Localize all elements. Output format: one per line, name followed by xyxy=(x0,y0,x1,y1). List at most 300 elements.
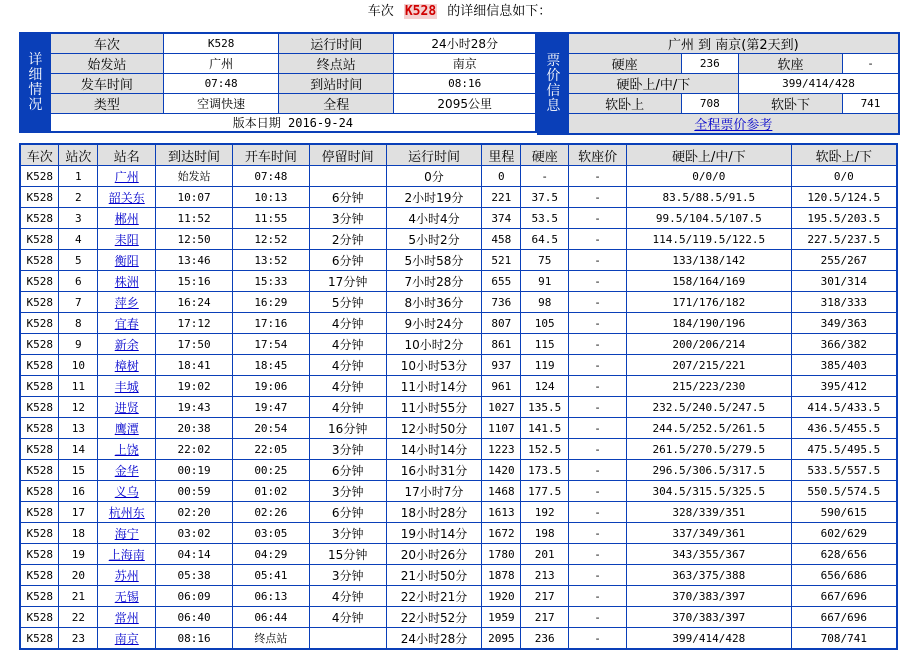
cell-arrive: 11:52 xyxy=(156,208,233,229)
value-arrive-time: 08:16 xyxy=(394,74,536,94)
cell-train: K528 xyxy=(20,565,59,586)
cell-station xyxy=(98,208,156,229)
label-soft-seat: 软座 xyxy=(739,54,843,74)
value-hard-sleeper: 399/414/428 xyxy=(739,74,899,94)
cell-stop-no: 20 xyxy=(59,565,98,586)
cell-run-time: 5小时58分 xyxy=(386,250,482,271)
cell-run-time: 5小时2分 xyxy=(386,229,482,250)
cell-depart: 终点站 xyxy=(232,628,309,650)
cell-arrive: 17:50 xyxy=(156,334,233,355)
table-row xyxy=(20,418,897,439)
cell-run-time: 8小时36分 xyxy=(386,292,482,313)
cell-depart: 03:05 xyxy=(232,523,309,544)
station-link[interactable]: 衡阳 xyxy=(114,253,139,268)
cell-distance: 458 xyxy=(482,229,521,250)
station-link[interactable]: 鹰潭 xyxy=(114,421,139,436)
cell-depart: 10:13 xyxy=(232,187,309,208)
cell-arrive: 00:19 xyxy=(156,460,233,481)
cell-hard-seat: 192 xyxy=(521,502,569,523)
cell-station xyxy=(98,586,156,607)
cell-stay: 15分钟 xyxy=(309,544,386,565)
cell-soft-seat: - xyxy=(569,166,627,187)
header-hard-seat: 硬座 xyxy=(521,144,569,166)
cell-hard-sleeper: 343/355/367 xyxy=(627,544,792,565)
cell-train: K528 xyxy=(20,628,59,650)
cell-arrive: 00:59 xyxy=(156,481,233,502)
cell-depart: 11:55 xyxy=(232,208,309,229)
cell-arrive: 13:46 xyxy=(156,250,233,271)
cell-hard-sleeper: 261.5/270.5/279.5 xyxy=(627,439,792,460)
title-prefix: 车次 xyxy=(367,4,394,19)
station-link[interactable]: 常州 xyxy=(114,610,139,625)
cell-station xyxy=(98,628,156,650)
cell-soft-sleeper: 533.5/557.5 xyxy=(791,460,897,481)
station-link[interactable]: 萍乡 xyxy=(114,295,139,310)
cell-distance: 861 xyxy=(482,334,521,355)
station-link[interactable]: 广州 xyxy=(114,169,139,184)
header-soft-seat: 软座价 xyxy=(569,144,627,166)
cell-arrive: 始发站 xyxy=(156,166,233,187)
label-depart-time: 发车时间 xyxy=(50,74,163,94)
cell-train: K528 xyxy=(20,544,59,565)
station-link[interactable]: 宜春 xyxy=(114,316,139,331)
cell-station xyxy=(98,460,156,481)
cell-hard-sleeper: 99.5/104.5/107.5 xyxy=(627,208,792,229)
cell-soft-seat: - xyxy=(569,250,627,271)
cell-stop-no: 11 xyxy=(59,376,98,397)
cell-station xyxy=(98,376,156,397)
table-row xyxy=(20,397,897,418)
table-row xyxy=(20,502,897,523)
cell-distance: 1223 xyxy=(482,439,521,460)
cell-hard-sleeper: 370/383/397 xyxy=(627,607,792,628)
cell-soft-seat: - xyxy=(569,544,627,565)
cell-stop-no: 23 xyxy=(59,628,98,650)
cell-soft-sleeper: 475.5/495.5 xyxy=(791,439,897,460)
cell-hard-seat: 91 xyxy=(521,271,569,292)
cell-soft-sleeper: 366/382 xyxy=(791,334,897,355)
station-link[interactable]: 上海南 xyxy=(108,547,145,562)
cell-arrive: 05:38 xyxy=(156,565,233,586)
cell-train: K528 xyxy=(20,418,59,439)
cell-depart: 12:52 xyxy=(232,229,309,250)
cell-soft-seat: - xyxy=(569,397,627,418)
table-row xyxy=(20,439,897,460)
cell-station xyxy=(98,292,156,313)
cell-station xyxy=(98,502,156,523)
cell-stop-no: 2 xyxy=(59,187,98,208)
cell-stop-no: 16 xyxy=(59,481,98,502)
cell-hard-seat: 217 xyxy=(521,607,569,628)
cell-distance: 521 xyxy=(482,250,521,271)
header-depart: 开车时间 xyxy=(232,144,309,166)
cell-hard-sleeper: 304.5/315.5/325.5 xyxy=(627,481,792,502)
table-row xyxy=(20,271,897,292)
cell-train: K528 xyxy=(20,397,59,418)
cell-stay: 17分钟 xyxy=(309,271,386,292)
cell-hard-seat: 236 xyxy=(521,628,569,650)
cell-depart: 19:47 xyxy=(232,397,309,418)
cell-distance: 1613 xyxy=(482,502,521,523)
cell-stop-no: 19 xyxy=(59,544,98,565)
cell-stay xyxy=(309,166,386,187)
cell-distance: 2095 xyxy=(482,628,521,650)
cell-depart: 15:33 xyxy=(232,271,309,292)
label-type: 类型 xyxy=(50,94,163,114)
station-link[interactable]: 新余 xyxy=(114,337,139,352)
cell-train: K528 xyxy=(20,208,59,229)
cell-soft-seat: - xyxy=(569,481,627,502)
cell-stay: 4分钟 xyxy=(309,334,386,355)
cell-train: K528 xyxy=(20,355,59,376)
cell-distance: 961 xyxy=(482,376,521,397)
value-soft-upper: 708 xyxy=(681,94,738,114)
cell-depart: 01:02 xyxy=(232,481,309,502)
cell-soft-seat: - xyxy=(569,334,627,355)
cell-soft-seat: - xyxy=(569,313,627,334)
full-price-reference-cell xyxy=(568,114,899,135)
cell-station xyxy=(98,355,156,376)
cell-run-time: 22小时52分 xyxy=(386,607,482,628)
cell-depart: 04:29 xyxy=(232,544,309,565)
cell-distance: 807 xyxy=(482,313,521,334)
value-soft-seat: - xyxy=(843,54,899,74)
cell-soft-sleeper: 667/696 xyxy=(791,607,897,628)
cell-hard-sleeper: 370/383/397 xyxy=(627,586,792,607)
cell-stop-no: 12 xyxy=(59,397,98,418)
cell-soft-sleeper: 436.5/455.5 xyxy=(791,418,897,439)
cell-stay: 16分钟 xyxy=(309,418,386,439)
cell-run-time: 11小时14分 xyxy=(386,376,482,397)
cell-distance: 221 xyxy=(482,187,521,208)
cell-soft-sleeper: 656/686 xyxy=(791,565,897,586)
header-soft-sleeper: 软卧上/下 xyxy=(791,144,897,166)
table-row xyxy=(20,628,897,650)
cell-train: K528 xyxy=(20,481,59,502)
stops-table xyxy=(19,143,898,650)
station-link[interactable]: 海宁 xyxy=(114,526,139,541)
cell-distance: 1107 xyxy=(482,418,521,439)
cell-hard-seat: 173.5 xyxy=(521,460,569,481)
table-row xyxy=(20,208,897,229)
cell-station xyxy=(98,229,156,250)
cell-stop-no: 1 xyxy=(59,166,98,187)
cell-distance: 1672 xyxy=(482,523,521,544)
cell-soft-sleeper: 602/629 xyxy=(791,523,897,544)
cell-station xyxy=(98,439,156,460)
station-link[interactable]: 金华 xyxy=(114,463,139,478)
cell-hard-seat: 141.5 xyxy=(521,418,569,439)
label-origin: 始发站 xyxy=(50,54,163,74)
cell-station xyxy=(98,481,156,502)
stops-body xyxy=(20,166,897,650)
cell-stop-no: 5 xyxy=(59,250,98,271)
cell-stop-no: 17 xyxy=(59,502,98,523)
cell-run-time: 16小时31分 xyxy=(386,460,482,481)
cell-hard-sleeper: 158/164/169 xyxy=(627,271,792,292)
cell-train: K528 xyxy=(20,187,59,208)
cell-station xyxy=(98,313,156,334)
cell-run-time: 12小时50分 xyxy=(386,418,482,439)
cell-stay: 2分钟 xyxy=(309,229,386,250)
cell-depart: 19:06 xyxy=(232,376,309,397)
cell-run-time: 22小时21分 xyxy=(386,586,482,607)
cell-hard-sleeper: 184/190/196 xyxy=(627,313,792,334)
value-run-time: 24小时28分 xyxy=(394,33,536,54)
cell-run-time: 7小时28分 xyxy=(386,271,482,292)
cell-arrive: 19:02 xyxy=(156,376,233,397)
cell-arrive: 06:40 xyxy=(156,607,233,628)
header-arrive: 到达时间 xyxy=(156,144,233,166)
cell-distance: 1780 xyxy=(482,544,521,565)
cell-station xyxy=(98,607,156,628)
cell-train: K528 xyxy=(20,607,59,628)
value-origin: 广州 xyxy=(164,54,279,74)
station-link[interactable]: 上饶 xyxy=(114,442,139,457)
station-link[interactable]: 韶关东 xyxy=(108,190,145,205)
full-price-reference-link[interactable]: 全程票价参考 xyxy=(694,118,773,133)
table-row xyxy=(20,292,897,313)
cell-soft-sleeper: 590/615 xyxy=(791,502,897,523)
table-row xyxy=(20,250,897,271)
value-type: 空调快速 xyxy=(164,94,279,114)
cell-station xyxy=(98,334,156,355)
cell-train: K528 xyxy=(20,166,59,187)
table-row xyxy=(20,187,897,208)
cell-run-time: 4小时4分 xyxy=(386,208,482,229)
label-terminus: 终点站 xyxy=(279,54,394,74)
table-row xyxy=(20,376,897,397)
cell-arrive: 20:38 xyxy=(156,418,233,439)
cell-arrive: 19:43 xyxy=(156,397,233,418)
table-row xyxy=(20,586,897,607)
station-link[interactable]: 杭州东 xyxy=(108,505,145,520)
header-station: 站名 xyxy=(98,144,156,166)
cell-stay: 3分钟 xyxy=(309,523,386,544)
cell-train: K528 xyxy=(20,502,59,523)
cell-train: K528 xyxy=(20,460,59,481)
label-run-time: 运行时间 xyxy=(279,33,394,54)
value-soft-lower: 741 xyxy=(843,94,899,114)
cell-hard-seat: - xyxy=(521,166,569,187)
cell-soft-seat: - xyxy=(569,439,627,460)
cell-hard-sleeper: 114.5/119.5/122.5 xyxy=(627,229,792,250)
cell-soft-sleeper: 318/333 xyxy=(791,292,897,313)
cell-stay: 3分钟 xyxy=(309,481,386,502)
cell-stay: 4分钟 xyxy=(309,607,386,628)
cell-distance: 1959 xyxy=(482,607,521,628)
cell-arrive: 08:16 xyxy=(156,628,233,650)
cell-hard-seat: 177.5 xyxy=(521,481,569,502)
cell-run-time: 10小时53分 xyxy=(386,355,482,376)
train-detail-table xyxy=(19,32,537,133)
cell-arrive: 03:02 xyxy=(156,523,233,544)
cell-hard-sleeper: 232.5/240.5/247.5 xyxy=(627,397,792,418)
cell-train: K528 xyxy=(20,313,59,334)
cell-soft-seat: - xyxy=(569,628,627,650)
cell-hard-sleeper: 337/349/361 xyxy=(627,523,792,544)
cell-soft-seat: - xyxy=(569,523,627,544)
cell-soft-sleeper: 550.5/574.5 xyxy=(791,481,897,502)
cell-depart: 06:44 xyxy=(232,607,309,628)
cell-distance: 374 xyxy=(482,208,521,229)
header-run-time: 运行时间 xyxy=(386,144,482,166)
price-side-label: 票 价 信 息 xyxy=(538,33,568,134)
station-link[interactable]: 丰城 xyxy=(114,379,139,394)
cell-soft-seat: - xyxy=(569,229,627,250)
cell-distance: 0 xyxy=(482,166,521,187)
version-date: 版本日期 2016-9-24 xyxy=(50,114,536,133)
cell-soft-sleeper: 628/656 xyxy=(791,544,897,565)
cell-hard-sleeper: 399/414/428 xyxy=(627,628,792,650)
cell-soft-seat: - xyxy=(569,565,627,586)
cell-stop-no: 10 xyxy=(59,355,98,376)
cell-depart: 02:26 xyxy=(232,502,309,523)
cell-depart: 17:16 xyxy=(232,313,309,334)
cell-soft-sleeper: 0/0 xyxy=(791,166,897,187)
cell-run-time: 2小时19分 xyxy=(386,187,482,208)
cell-arrive: 18:41 xyxy=(156,355,233,376)
cell-distance: 1027 xyxy=(482,397,521,418)
cell-soft-seat: - xyxy=(569,292,627,313)
cell-stay: 6分钟 xyxy=(309,502,386,523)
cell-train: K528 xyxy=(20,439,59,460)
cell-hard-seat: 105 xyxy=(521,313,569,334)
label-train-number: 车次 xyxy=(50,33,163,54)
cell-stay: 4分钟 xyxy=(309,313,386,334)
cell-stop-no: 3 xyxy=(59,208,98,229)
cell-hard-seat: 152.5 xyxy=(521,439,569,460)
cell-arrive: 12:50 xyxy=(156,229,233,250)
cell-hard-seat: 201 xyxy=(521,544,569,565)
cell-soft-seat: - xyxy=(569,271,627,292)
cell-soft-seat: - xyxy=(569,376,627,397)
station-link[interactable]: 进贤 xyxy=(114,400,139,415)
station-link[interactable]: 耒阳 xyxy=(114,232,139,247)
label-distance: 全程 xyxy=(279,94,394,114)
cell-station xyxy=(98,565,156,586)
header-hard-sleeper: 硬卧上/中/下 xyxy=(627,144,792,166)
cell-hard-sleeper: 215/223/230 xyxy=(627,376,792,397)
cell-distance: 1878 xyxy=(482,565,521,586)
cell-run-time: 11小时55分 xyxy=(386,397,482,418)
station-link[interactable]: 义乌 xyxy=(114,484,139,499)
station-link[interactable]: 株洲 xyxy=(114,274,139,289)
cell-stay: 3分钟 xyxy=(309,208,386,229)
cell-train: K528 xyxy=(20,229,59,250)
stops-header-row xyxy=(20,144,897,166)
cell-station xyxy=(98,544,156,565)
cell-stop-no: 6 xyxy=(59,271,98,292)
cell-run-time: 21小时50分 xyxy=(386,565,482,586)
cell-train: K528 xyxy=(20,334,59,355)
cell-hard-seat: 115 xyxy=(521,334,569,355)
cell-soft-sleeper: 255/267 xyxy=(791,250,897,271)
cell-soft-seat: - xyxy=(569,187,627,208)
station-link[interactable]: 南京 xyxy=(114,631,139,646)
cell-run-time: 14小时14分 xyxy=(386,439,482,460)
cell-hard-sleeper: 83.5/88.5/91.5 xyxy=(627,187,792,208)
cell-train: K528 xyxy=(20,271,59,292)
cell-stop-no: 9 xyxy=(59,334,98,355)
cell-hard-sleeper: 363/375/388 xyxy=(627,565,792,586)
cell-hard-seat: 135.5 xyxy=(521,397,569,418)
value-distance: 2095公里 xyxy=(394,94,536,114)
cell-run-time: 18小时28分 xyxy=(386,502,482,523)
cell-depart: 13:52 xyxy=(232,250,309,271)
cell-arrive: 02:20 xyxy=(156,502,233,523)
cell-arrive: 04:14 xyxy=(156,544,233,565)
cell-hard-sleeper: 207/215/221 xyxy=(627,355,792,376)
station-link[interactable]: 无锡 xyxy=(114,589,139,604)
cell-train: K528 xyxy=(20,292,59,313)
cell-station xyxy=(98,418,156,439)
cell-train: K528 xyxy=(20,586,59,607)
cell-soft-sleeper: 385/403 xyxy=(791,355,897,376)
label-soft-upper: 软卧上 xyxy=(568,94,681,114)
cell-hard-seat: 98 xyxy=(521,292,569,313)
cell-stay: 3分钟 xyxy=(309,565,386,586)
cell-soft-sleeper: 349/363 xyxy=(791,313,897,334)
cell-run-time: 10小时2分 xyxy=(386,334,482,355)
cell-run-time: 20小时26分 xyxy=(386,544,482,565)
cell-hard-seat: 198 xyxy=(521,523,569,544)
cell-depart: 16:29 xyxy=(232,292,309,313)
header-stop-no: 站次 xyxy=(59,144,98,166)
cell-stop-no: 4 xyxy=(59,229,98,250)
cell-hard-seat: 75 xyxy=(521,250,569,271)
cell-run-time: 24小时28分 xyxy=(386,628,482,650)
table-row xyxy=(20,523,897,544)
cell-soft-sleeper: 195.5/203.5 xyxy=(791,208,897,229)
cell-soft-sleeper: 301/314 xyxy=(791,271,897,292)
cell-hard-seat: 213 xyxy=(521,565,569,586)
cell-stay: 3分钟 xyxy=(309,439,386,460)
cell-arrive: 22:02 xyxy=(156,439,233,460)
cell-stop-no: 7 xyxy=(59,292,98,313)
cell-hard-seat: 217 xyxy=(521,586,569,607)
cell-depart: 00:25 xyxy=(232,460,309,481)
cell-soft-sleeper: 227.5/237.5 xyxy=(791,229,897,250)
cell-soft-seat: - xyxy=(569,355,627,376)
cell-arrive: 06:09 xyxy=(156,586,233,607)
station-link[interactable]: 苏州 xyxy=(114,568,139,583)
cell-hard-sleeper: 244.5/252.5/261.5 xyxy=(627,418,792,439)
cell-stay: 4分钟 xyxy=(309,355,386,376)
cell-stop-no: 18 xyxy=(59,523,98,544)
cell-hard-seat: 53.5 xyxy=(521,208,569,229)
cell-arrive: 10:07 xyxy=(156,187,233,208)
cell-soft-seat: - xyxy=(569,208,627,229)
cell-station xyxy=(98,187,156,208)
value-depart-time: 07:48 xyxy=(164,74,279,94)
station-link[interactable]: 樟树 xyxy=(114,358,139,373)
train-number: K528 xyxy=(404,4,437,19)
table-row xyxy=(20,565,897,586)
cell-stop-no: 8 xyxy=(59,313,98,334)
cell-station xyxy=(98,397,156,418)
header-distance: 里程 xyxy=(482,144,521,166)
table-row xyxy=(20,481,897,502)
cell-depart: 22:05 xyxy=(232,439,309,460)
station-link[interactable]: 郴州 xyxy=(114,211,139,226)
table-row xyxy=(20,355,897,376)
cell-station xyxy=(98,523,156,544)
label-arrive-time: 到站时间 xyxy=(279,74,394,94)
cell-distance: 937 xyxy=(482,355,521,376)
cell-train: K528 xyxy=(20,250,59,271)
cell-hard-sleeper: 328/339/351 xyxy=(627,502,792,523)
